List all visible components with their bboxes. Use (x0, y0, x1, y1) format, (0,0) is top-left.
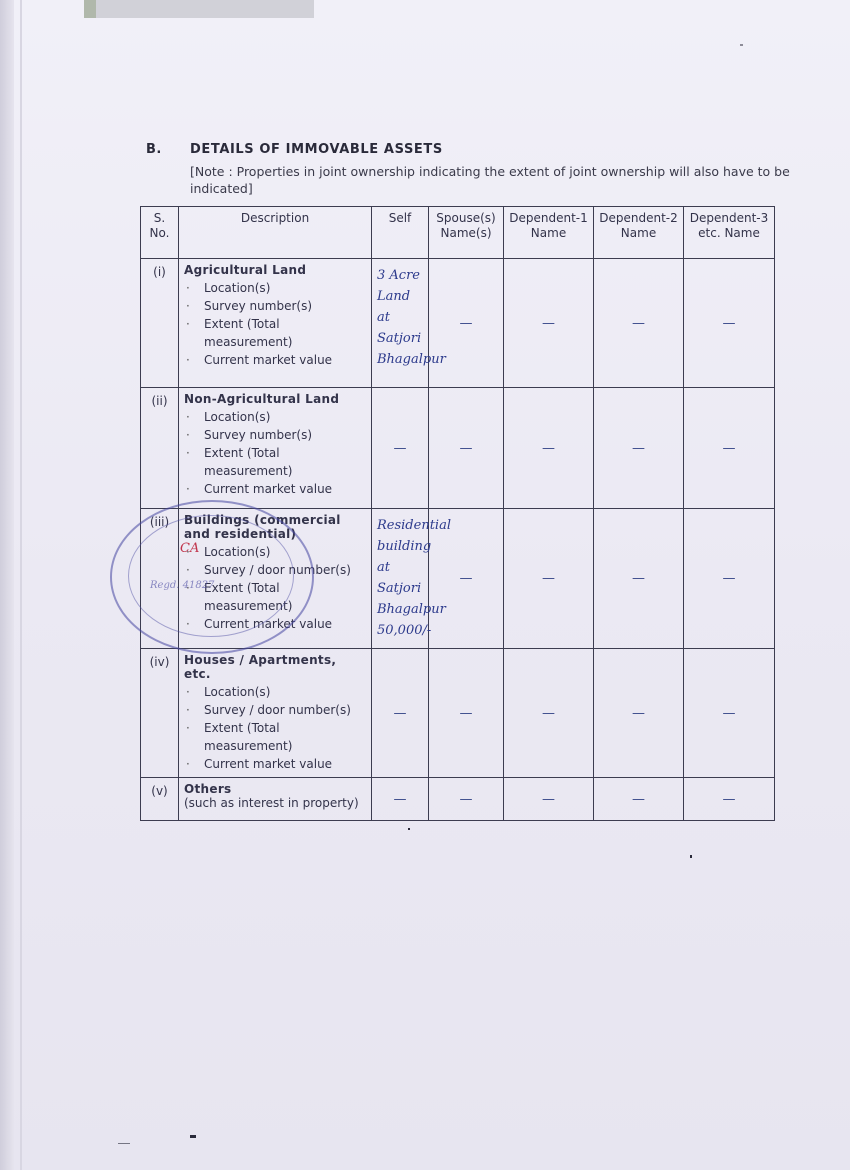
spouse-value: — (429, 509, 504, 649)
table-row (141, 649, 775, 778)
dependent-3-value: — (684, 388, 775, 509)
list-item: · Extent (Total measurement) (204, 719, 366, 755)
list-item: · Extent (Total measurement) (204, 444, 366, 480)
self-value: — (372, 649, 429, 778)
dependent-2-value: — (594, 509, 684, 649)
dependent-1-value: — (504, 509, 594, 649)
dependent-3-value: — (684, 778, 775, 821)
dependent-2-value: — (594, 259, 684, 388)
list-item: · Extent (Total measurement) (204, 315, 366, 351)
row-title: Agricultural Land (184, 263, 307, 277)
row-description (179, 388, 372, 509)
header-dependent-1: Dependent-1 Name (504, 207, 594, 259)
list-item: · Current market value (204, 615, 366, 633)
list-item: · Location(s) (204, 683, 366, 701)
row-title: Buildings (commercial and residential) (184, 513, 341, 541)
scan-speck (190, 1135, 196, 1138)
list-item: · Current market value (204, 351, 366, 369)
section-title: DETAILS OF IMMOVABLE ASSETS (190, 142, 443, 157)
dependent-1-value: — (504, 778, 594, 821)
row-description (179, 778, 372, 821)
list-item: · Current market value (204, 480, 366, 498)
header-self: Self (372, 207, 429, 259)
scan-speck (690, 855, 692, 858)
list-item: · Location(s) (204, 279, 366, 297)
immovable-assets-table (140, 206, 775, 821)
list-item: · Survey number(s) (204, 297, 366, 315)
spouse-value: — (429, 259, 504, 388)
table-header-row (141, 207, 775, 259)
spouse-value: — (429, 778, 504, 821)
page-edge-shadow (0, 0, 14, 1170)
scan-speck (118, 1143, 130, 1144)
self-value: 3 Acre Land at Satjori Bhagalpur (372, 259, 429, 388)
header-dependent-3: Dependent-3 etc. Name (684, 207, 775, 259)
row-sno: (iii) (141, 509, 179, 649)
spouse-value: — (429, 649, 504, 778)
dependent-2-value: — (594, 649, 684, 778)
header-spouse: Spouse(s) Name(s) (429, 207, 504, 259)
section-letter: B. (146, 142, 162, 157)
header-sno: S. No. (141, 207, 179, 259)
dependent-1-value: — (504, 649, 594, 778)
self-value: — (372, 778, 429, 821)
dependent-1-value: — (504, 388, 594, 509)
page-edge-line (20, 0, 22, 1170)
list-item: · Location(s) (204, 408, 366, 426)
list-item: · Survey / door number(s) (204, 561, 366, 579)
self-value: Residential building at Satjori Bhagalpur 50,000/- (372, 509, 429, 649)
row-sno: (v) (141, 778, 179, 821)
table-row (141, 259, 775, 388)
section-note: [Note : Properties in joint ownership indicating the extent of joint ownership will also have to be indicated] (190, 164, 790, 196)
table-row (141, 778, 775, 821)
header-dependent-2: Dependent-2 Name (594, 207, 684, 259)
spouse-value: — (429, 388, 504, 509)
scan-corner-mark (84, 0, 314, 18)
row-title: Non-Agricultural Land (184, 392, 340, 406)
row-sno: (i) (141, 259, 179, 388)
row-description (179, 509, 372, 649)
list-item: · Survey number(s) (204, 426, 366, 444)
scan-speck (740, 44, 743, 46)
row-subtitle: (such as interest in property) (184, 796, 359, 810)
dependent-2-value: — (594, 778, 684, 821)
dependent-3-value: — (684, 649, 775, 778)
stamp-registration-text: Regd. 41827 (150, 580, 215, 591)
list-item: · Extent (Total measurement) (204, 579, 366, 615)
row-title: Others (184, 782, 232, 796)
row-sno: (iv) (141, 649, 179, 778)
table-row (141, 509, 775, 649)
stamp-red-initials: CA (180, 541, 200, 556)
header-description: Description (179, 207, 372, 259)
row-title: Houses / Apartments, etc. (184, 653, 337, 681)
row-description (179, 649, 372, 778)
dependent-3-value: — (684, 509, 775, 649)
list-item: · Location(s) (204, 543, 366, 561)
dependent-1-value: — (504, 259, 594, 388)
dependent-3-value: — (684, 259, 775, 388)
row-description (179, 259, 372, 388)
dependent-2-value: — (594, 388, 684, 509)
list-item: · Current market value (204, 755, 366, 773)
table-row (141, 388, 775, 509)
list-item: · Survey / door number(s) (204, 701, 366, 719)
self-value: — (372, 388, 429, 509)
row-sno: (ii) (141, 388, 179, 509)
scan-speck (408, 828, 410, 830)
